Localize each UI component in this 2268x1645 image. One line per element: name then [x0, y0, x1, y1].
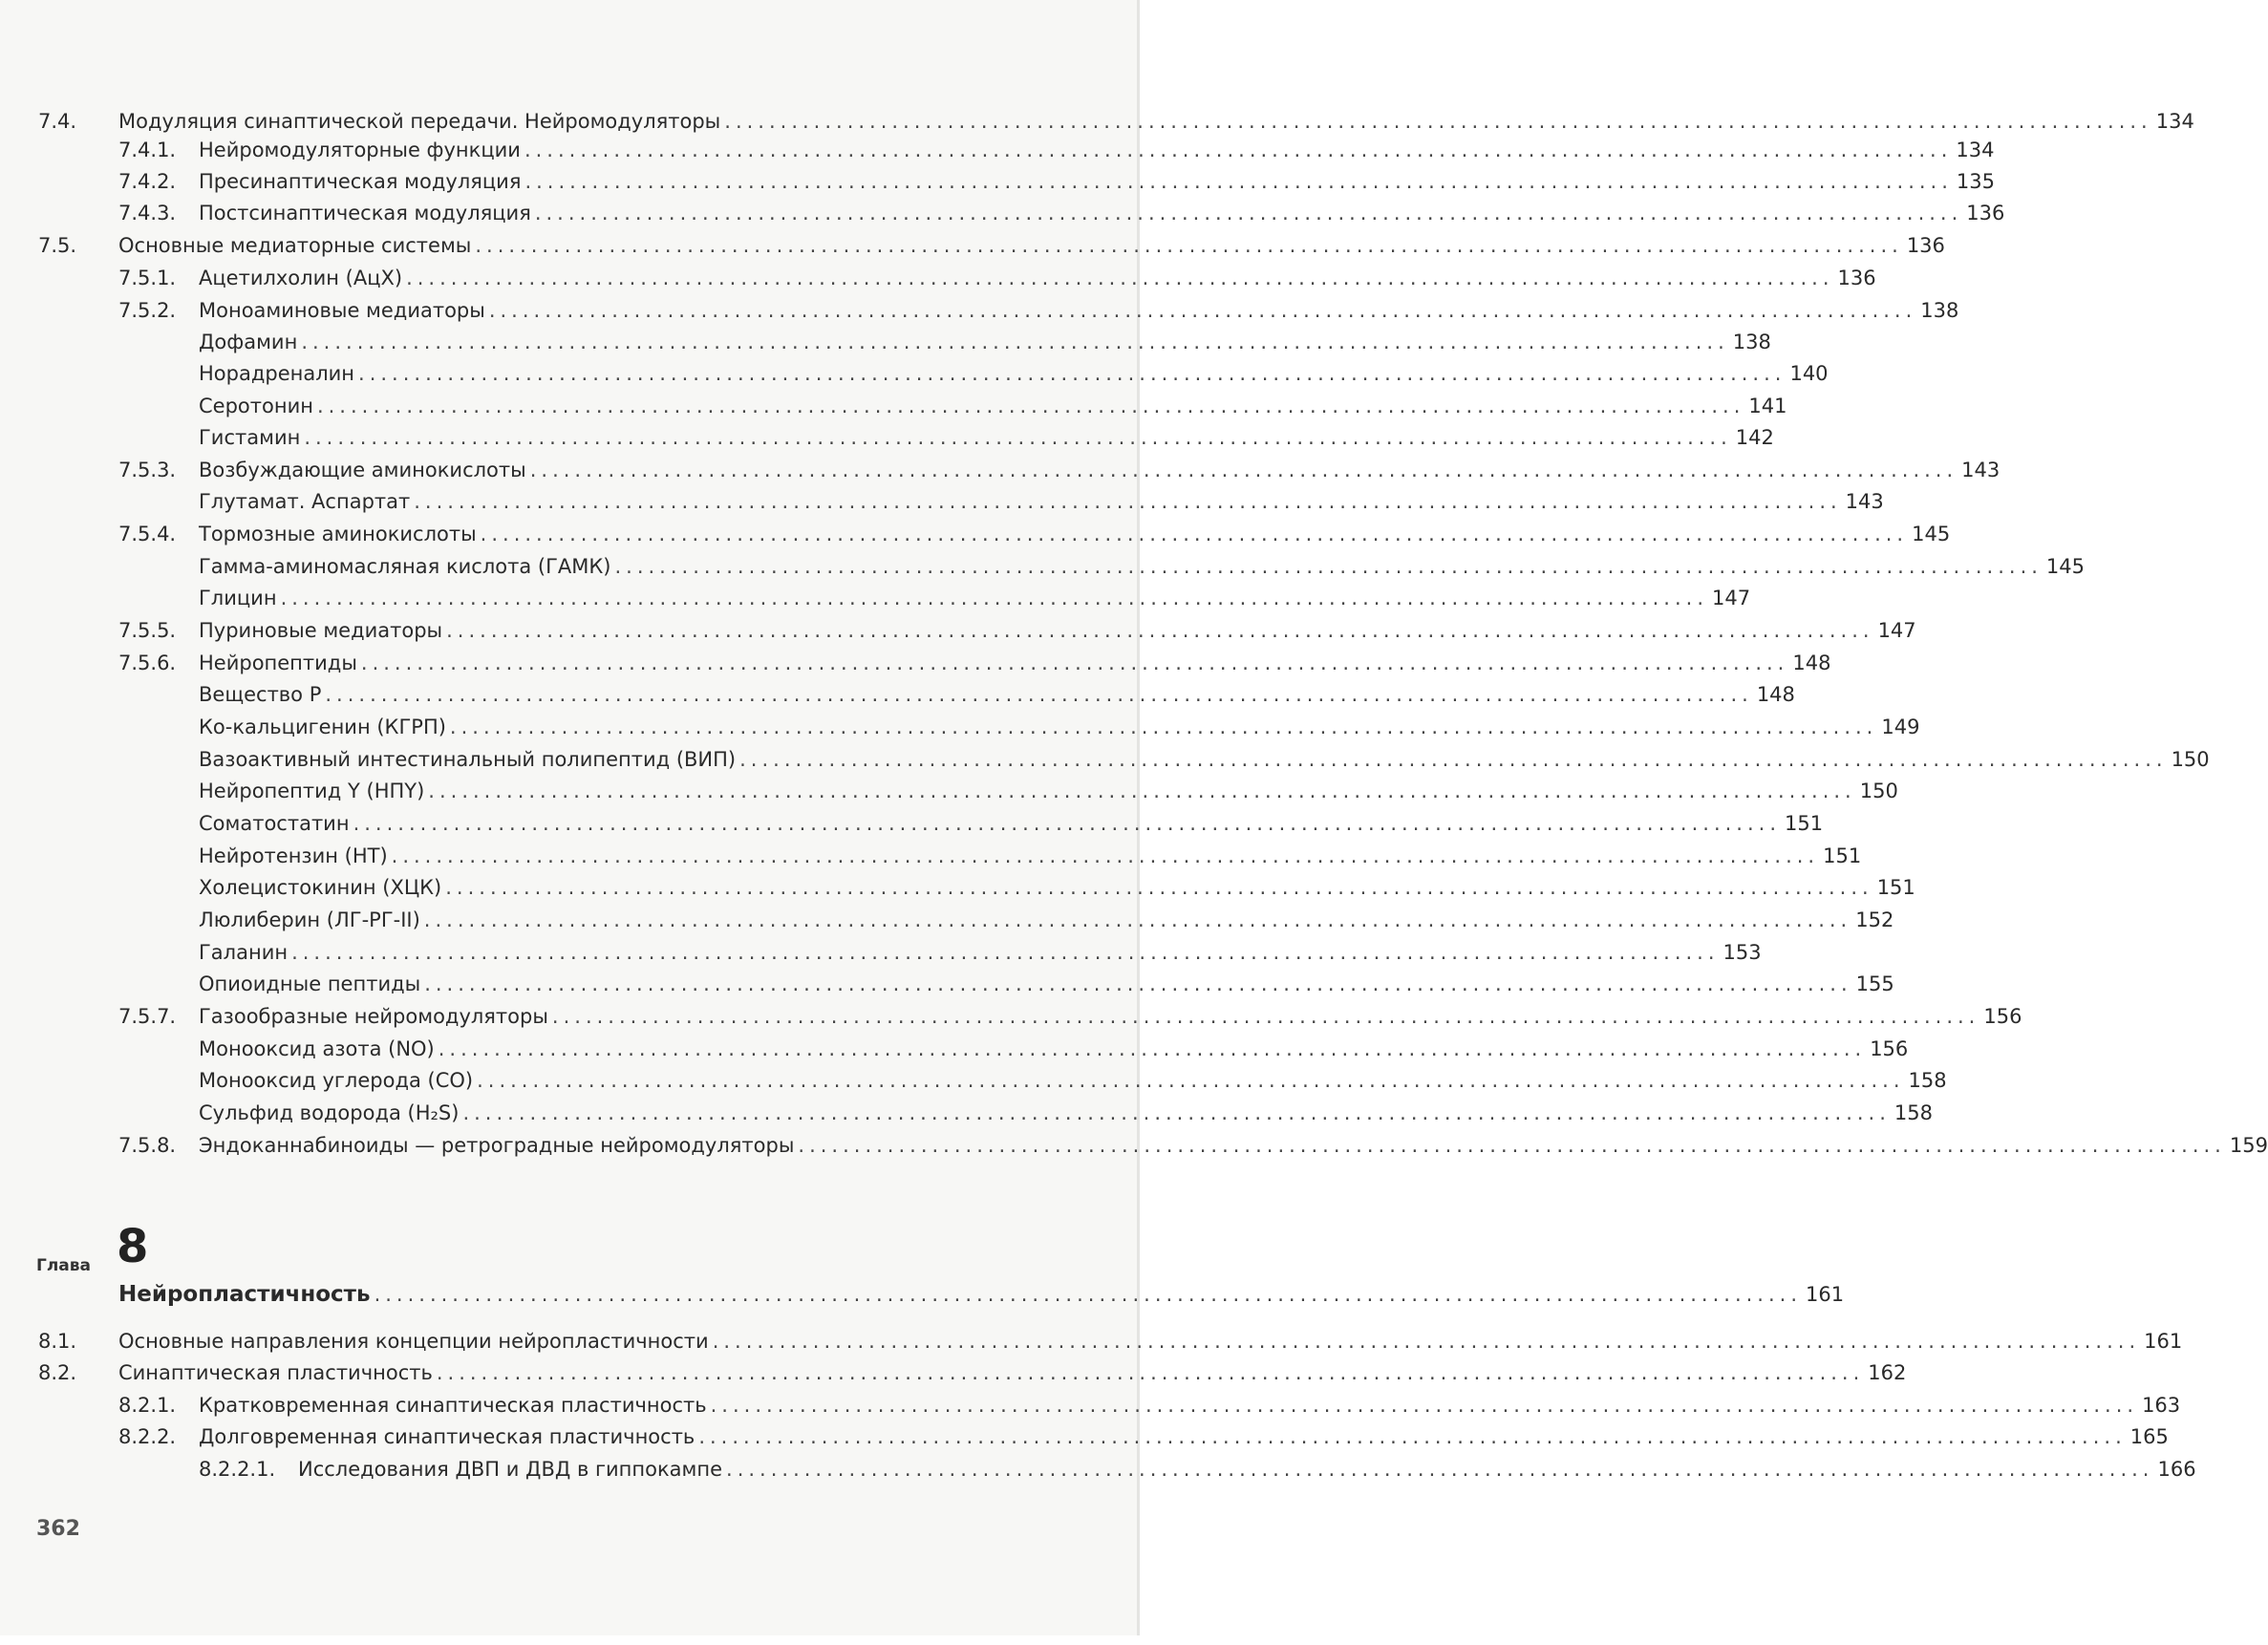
toc-entry-page: 151 — [1785, 812, 1824, 835]
toc-entry-page: 142 — [1735, 426, 1774, 449]
toc-entry-title: Холецистокинин (ХЦК) — [199, 876, 442, 899]
dot-leader: ................................................................................................................................ — [524, 170, 1953, 193]
dot-leader: ................................................................................................................................ — [446, 619, 1874, 642]
toc-entry-number: 8.2.2.1. — [199, 1458, 276, 1481]
toc-entry — [118, 649, 1831, 677]
toc-entry-page: 161 — [2144, 1330, 2183, 1353]
toc-entry-title: Нейротензин (НТ) — [199, 844, 388, 867]
dot-leader: ................................................................................................................................ — [304, 426, 1732, 449]
toc-entry-title: Галанин — [199, 941, 289, 964]
dot-leader: ................................................................................................................................ — [524, 139, 1953, 161]
dot-leader: ................................................................................................................................ — [445, 876, 1873, 899]
toc-entry — [199, 423, 1774, 452]
dot-leader: ................................................................................................................................ — [698, 1425, 2127, 1448]
toc-entry-title: Сульфид водорода (H₂S) — [199, 1101, 460, 1124]
chapter-title: Нейропластичность — [118, 1282, 371, 1307]
toc-entry — [199, 392, 1787, 420]
toc-entry — [38, 1327, 2183, 1356]
toc-entry-title: Глицин — [199, 587, 277, 609]
dot-leader: ................................................................................................................................ — [712, 1330, 2141, 1353]
dot-leader: ................................................................................................................................ — [280, 587, 1708, 609]
toc-entry-title: Тормозные аминокислоты — [199, 523, 477, 545]
toc-entry-title: Вазоактивный интестинальный полипептид (ВИП) — [199, 748, 737, 771]
toc-entry-page: 143 — [1961, 459, 2001, 481]
toc-entry-title: Долговременная синаптическая пластичность — [199, 1425, 695, 1448]
toc-entry-number: 7.5.7. — [118, 1005, 177, 1028]
toc-entry-number: 7.4. — [38, 110, 77, 133]
dot-leader: ................................................................................................................................ — [710, 1394, 2139, 1417]
toc-entry-page: 140 — [1789, 362, 1829, 385]
toc-entry-page: 136 — [1837, 267, 1876, 289]
toc-entry — [118, 167, 1995, 196]
toc-entry — [118, 520, 1951, 548]
toc-entry-title: Монооксид углерода (СО) — [199, 1069, 474, 1092]
toc-entry — [118, 136, 1995, 164]
toc-entry-number: 7.5.2. — [118, 299, 177, 322]
toc-entry — [199, 809, 1824, 838]
toc-entry — [199, 906, 1894, 934]
toc-entry-number: 8.1. — [38, 1330, 77, 1353]
toc-entry-title: Постсинаптическая модуляция — [199, 202, 531, 224]
toc-entry-number: 8.2.1. — [118, 1394, 177, 1417]
toc-entry — [118, 1002, 2022, 1031]
toc-entry-title: Вещество Р — [199, 683, 322, 706]
toc-entry-title: Дофамин — [199, 331, 298, 353]
dot-leader: ................................................................................................................................ — [325, 683, 1753, 706]
dot-leader: ................................................................................................................................ — [406, 267, 1834, 289]
toc-entry — [199, 1455, 2196, 1484]
dot-leader: ................................................................................................................................ — [438, 1037, 1867, 1060]
dot-leader: ................................................................................................................................ — [301, 331, 1729, 353]
toc-entry-title: Основные направления концепции нейропластичности — [118, 1330, 709, 1353]
dot-leader: ................................................................................................................................ — [488, 299, 1917, 322]
toc-entry-page: 156 — [1870, 1037, 1909, 1060]
toc-entry — [199, 745, 2210, 774]
toc-entry-number: 7.5.6. — [118, 652, 177, 674]
dot-leader: ................................................................................................................................ — [614, 555, 2043, 578]
toc-entry — [199, 1099, 1933, 1127]
toc-entry-title: Основные медиаторные системы — [118, 234, 472, 257]
chapter-label: Глава — [36, 1256, 91, 1275]
toc-entry-page: 135 — [1956, 170, 1995, 193]
toc-entry-number: 7.4.2. — [118, 170, 177, 193]
toc-entry-title: Нейропептид Y (НПY) — [199, 780, 425, 802]
dot-leader: ................................................................................................................................ — [529, 459, 1958, 481]
toc-entry-title: Пуриновые медиаторы — [199, 619, 443, 642]
toc-entry-page: 147 — [1712, 587, 1751, 609]
toc-entry-page: 166 — [2157, 1458, 2196, 1481]
toc-entry-number: 7.5. — [38, 234, 77, 257]
dot-leader: ................................................................................................................................ — [739, 748, 2168, 771]
toc-entry-title: Модуляция синаптической передачи. Нейромодуляторы — [118, 110, 721, 133]
toc-entry — [38, 107, 2194, 136]
toc-entry-number: 7.4.3. — [118, 202, 177, 224]
dot-leader: ................................................................................................................................ — [726, 1458, 2154, 1481]
toc-entry — [118, 264, 1876, 292]
toc-entry-page: 153 — [1722, 941, 1762, 964]
toc-entry-title: Монооксид азота (NO) — [199, 1037, 435, 1060]
toc-entry-page: 165 — [2129, 1425, 2169, 1448]
toc-entry-title: Возбуждающие аминокислоты — [199, 459, 526, 481]
toc-entry-title: Ацетилхолин (АцХ) — [199, 267, 403, 289]
toc-entry-page: 158 — [1908, 1069, 1947, 1092]
toc-entry-page: 158 — [1894, 1101, 1933, 1124]
toc-entry-page: 145 — [2045, 555, 2086, 578]
toc-entry — [199, 970, 1894, 998]
toc-entry-title: Люлиберин (ЛГ-РГ-II) — [199, 908, 420, 931]
page-number: 362 — [36, 1517, 80, 1541]
chapter-page: 161 — [1806, 1283, 1845, 1306]
toc-entry-page: 148 — [1756, 683, 1795, 706]
toc-entry-page: 148 — [1792, 652, 1831, 674]
toc-entry-title: Гистамин — [199, 426, 301, 449]
toc-entry — [199, 552, 2086, 581]
toc-entry — [118, 456, 2001, 484]
toc-entry-title: Гамма-аминомасляная кислота (ГАМК) — [199, 555, 611, 578]
toc-entry-number: 8.2.2. — [118, 1425, 177, 1448]
toc-entry — [118, 199, 2005, 227]
toc-entry-page: 155 — [1855, 972, 1894, 995]
toc-entry-title: Исследования ДВП и ДВД в гиппокампе — [298, 1458, 723, 1481]
dot-leader: ................................................................................................................................ — [462, 1101, 1891, 1124]
toc-entry-title: Ко-кальцигенин (КГРП) — [199, 716, 446, 738]
toc-entry-title: Опиоидные пептиды — [199, 972, 421, 995]
toc-entry — [199, 487, 1884, 516]
toc-entry-title: Серотонин — [199, 395, 313, 417]
dot-leader: ................................................................................................................................ — [353, 812, 1781, 835]
toc-entry-page: 149 — [1881, 716, 1920, 738]
dot-leader: ................................................................................................................................ — [477, 1069, 1905, 1092]
toc-entry — [199, 842, 1862, 870]
toc-entry-page: 150 — [1859, 780, 1898, 802]
dot-leader: ................................................................................................................................ — [358, 362, 1787, 385]
toc-entry-title: Моноаминовые медиаторы — [199, 299, 485, 322]
dot-leader: ................................................................................................................................ — [423, 908, 1852, 931]
toc-entry-page: 151 — [1823, 844, 1862, 867]
dot-leader: ................................................................................................................................ — [436, 1361, 1865, 1384]
dot-leader: ................................................................................................................................ — [449, 716, 1878, 738]
toc-entry-page: 151 — [1876, 876, 1915, 899]
toc-entry — [199, 873, 1915, 902]
toc-entry-title: Кратковременная синаптическая пластичность — [199, 1394, 707, 1417]
toc-entry — [118, 1131, 2268, 1160]
dot-leader: ................................................................................................................................ — [480, 523, 1909, 545]
dot-leader: ................................................................................................................................ — [428, 780, 1856, 802]
dot-leader: ................................................................................................................................ — [724, 110, 2152, 133]
toc-entry — [38, 231, 1945, 260]
dot-leader: ................................................................................................................................ — [475, 234, 1903, 257]
toc-entry — [118, 616, 1916, 645]
toc-entry-page: 138 — [1732, 331, 1771, 353]
toc-entry-title: Норадреналин — [199, 362, 355, 385]
toc-entry-page: 143 — [1845, 490, 1884, 513]
toc-entry — [118, 1422, 2169, 1451]
toc-entry-title: Глутамат. Аспартат — [199, 490, 411, 513]
toc-entry — [199, 938, 1762, 967]
toc-entry-title: Нейропептиды — [199, 652, 357, 674]
toc-entry-page: 150 — [2171, 748, 2210, 771]
toc-entry — [199, 713, 1920, 741]
toc-entry-title: Синаптическая пластичность — [118, 1361, 433, 1384]
dot-leader: ................................................................................................................................ — [374, 1283, 1802, 1306]
toc-entry-page: 138 — [1920, 299, 1959, 322]
toc-entry-page: 136 — [1906, 234, 1945, 257]
dot-leader: ................................................................................................................................ — [316, 395, 1745, 417]
toc-entry — [118, 1391, 2181, 1420]
dot-leader: ................................................................................................................................ — [391, 844, 1820, 867]
toc-entry — [199, 359, 1829, 388]
toc-entry-page: 134 — [1956, 139, 1995, 161]
toc-entry-number: 7.5.8. — [118, 1134, 177, 1157]
toc-entry-title: Пресинаптическая модуляция — [199, 170, 522, 193]
dot-leader: ................................................................................................................................ — [414, 490, 1842, 513]
toc-entry-number: 7.5.3. — [118, 459, 177, 481]
toc-entry-number: 7.4.1. — [118, 139, 177, 161]
dot-leader: ................................................................................................................................ — [424, 972, 1852, 995]
toc-entry-page: 136 — [1966, 202, 2005, 224]
dot-leader: ................................................................................................................................ — [291, 941, 1720, 964]
toc-entry-page: 152 — [1855, 908, 1894, 931]
chapter-title-entry — [118, 1280, 1845, 1309]
toc-entry-page: 156 — [1983, 1005, 2022, 1028]
toc-entry-page: 141 — [1748, 395, 1787, 417]
toc-entry-page: 147 — [1877, 619, 1916, 642]
dot-leader: ................................................................................................................................ — [360, 652, 1789, 674]
toc-entry — [118, 296, 1959, 325]
toc-entry — [199, 680, 1795, 709]
toc-entry-number: 7.5.5. — [118, 619, 177, 642]
toc-entry-title: Соматостатин — [199, 812, 350, 835]
dot-leader: ................................................................................................................................ — [551, 1005, 1980, 1028]
toc-entry-page: 145 — [1912, 523, 1951, 545]
toc-entry-page: 163 — [2142, 1394, 2181, 1417]
toc-entry-number: 7.5.1. — [118, 267, 177, 289]
toc-entry-number: 8.2. — [38, 1361, 77, 1384]
chapter-number: 8 — [117, 1220, 149, 1273]
toc-entry — [199, 328, 1771, 356]
toc-entry-page: 134 — [2155, 110, 2194, 133]
dot-leader: ................................................................................................................................ — [534, 202, 1963, 224]
dot-leader: ................................................................................................................................ — [798, 1134, 2226, 1157]
toc-entry — [199, 1066, 1947, 1095]
toc-entry-title: Нейромодуляторные функции — [199, 139, 521, 161]
toc-entry-title: Газообразные нейромодуляторы — [199, 1005, 548, 1028]
toc-entry — [199, 1035, 1909, 1063]
toc-entry-page: 159 — [2229, 1134, 2268, 1157]
toc-entry — [38, 1358, 1907, 1387]
toc-entry — [199, 777, 1898, 805]
toc-entry-number: 7.5.4. — [118, 523, 177, 545]
toc-entry-page: 162 — [1868, 1361, 1907, 1384]
toc-entry-title: Эндоканнабиноиды — ретроградные нейромодуляторы — [199, 1134, 795, 1157]
toc-entry — [199, 584, 1751, 612]
